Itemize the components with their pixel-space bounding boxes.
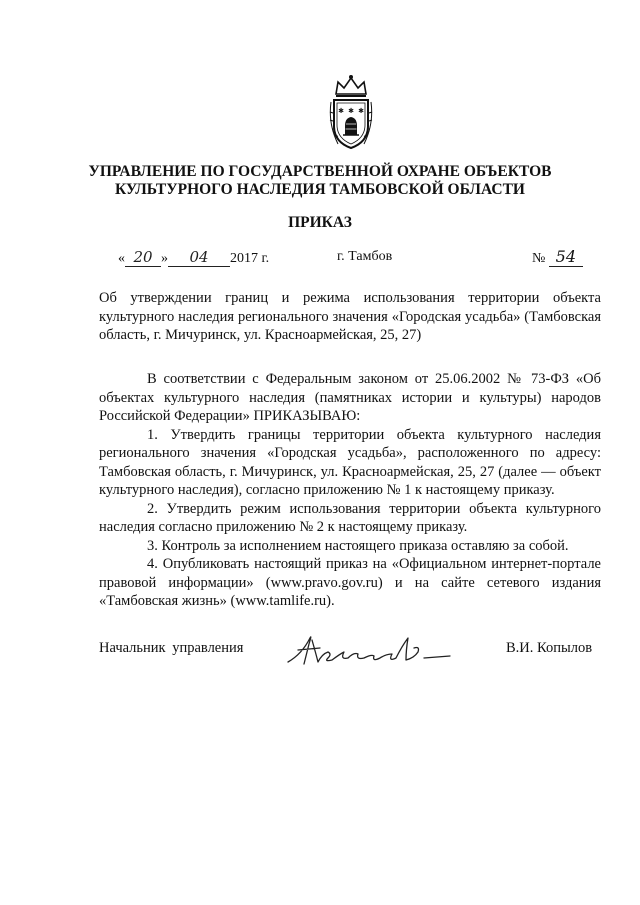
date-month: 04 bbox=[168, 248, 230, 267]
order-item-1: 1. Утвердить границы территории объекта культурного наследия регионального значения «Городская усадьба», расположенного по адресу: Тамбовская область, г. Мичуринск, ул. Красноармейская, 25, 27 (далее — объект культурного наследия), согласно приложению № 1 к настоящему приказу. bbox=[99, 426, 601, 498]
document-type: ПРИКАЗ bbox=[288, 214, 352, 231]
handwritten-signature-icon bbox=[282, 632, 454, 672]
agency-name-line2: КУЛЬТУРНОГО НАСЛЕДИЯ ТАМБОВСКОЙ ОБЛАСТИ bbox=[115, 181, 525, 198]
svg-text:✱: ✱ bbox=[358, 107, 364, 115]
order-number bbox=[532, 248, 583, 268]
order-item-2: 2. Утвердить режим использования территории объекта культурного наследия согласно приложению № 2 к настоящему приказу. bbox=[99, 500, 601, 535]
order-item-3: 3. Контроль за исполнением настоящего приказа оставляю за собой. bbox=[147, 537, 569, 554]
preamble-paragraph: В соответствии с Федеральным законом от 25.06.2002 № 73-ФЗ «Об объектах культурного наследия (памятниках истории и культуры) народов Российской Федерации» ПРИКАЗЫВАЮ: bbox=[99, 371, 601, 424]
date-close-quote: » bbox=[161, 251, 168, 266]
order-date bbox=[118, 248, 269, 268]
date-open-quote: « bbox=[118, 251, 125, 266]
signatory-name: В.И. Копылов bbox=[506, 640, 593, 656]
svg-text:✱: ✱ bbox=[338, 107, 344, 115]
order-number-value: 54 bbox=[549, 248, 583, 267]
tambov-coat-of-arms-icon bbox=[326, 72, 376, 152]
order-item-4: 4. Опубликовать настоящий приказ на «Официальном интернет-портале правовой информации» (www.pravo.gov.ru) и на сайте сетевого издания «Тамбовская жизнь» (www.tamlife.ru). bbox=[99, 556, 601, 609]
order-city: г. Тамбов bbox=[337, 249, 393, 264]
date-day: 20 bbox=[125, 248, 161, 267]
agency-name-line1: УПРАВЛЕНИЕ ПО ГОСУДАРСТВЕННОЙ ОХРАНЕ ОБЪЕКТОВ bbox=[88, 163, 552, 180]
order-body bbox=[99, 370, 601, 611]
svg-text:✱: ✱ bbox=[348, 107, 354, 115]
signatory-title: Начальник управления bbox=[99, 640, 244, 656]
date-year: 2017 г. bbox=[230, 251, 270, 266]
order-number-label: № bbox=[532, 251, 546, 266]
order-subject: Об утверждении границ и режима использования территории объекта культурного наследия регионального значения «Городская усадьба» (Тамбовская область, г. Мичуринск, ул. Красноармейская, 25, 27) bbox=[99, 290, 601, 343]
